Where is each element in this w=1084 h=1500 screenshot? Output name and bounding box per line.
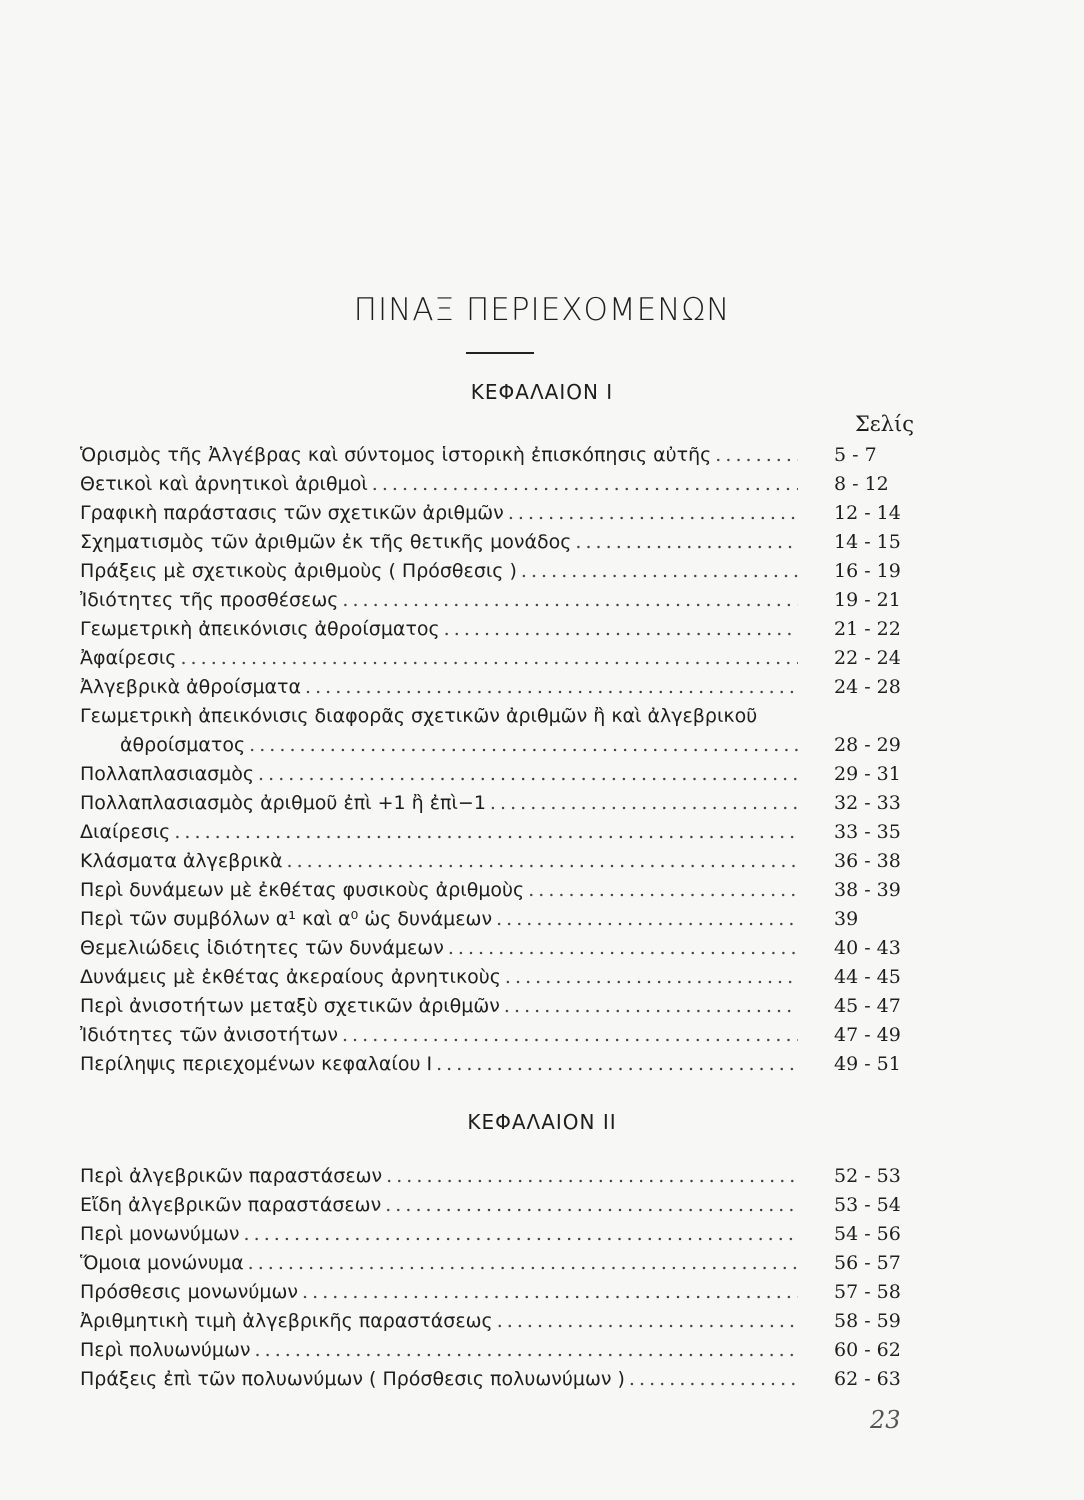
chapter-1-entries bbox=[80, 441, 914, 1079]
toc-entry bbox=[80, 1050, 914, 1079]
toc-entry bbox=[80, 905, 914, 934]
toc-entry bbox=[80, 1336, 914, 1365]
dot-leader bbox=[436, 1050, 798, 1079]
toc-entry-title: Ἀριθμητικὴ τιμὴ ἀλγεβρικῆς παραστάσεως bbox=[80, 1310, 493, 1332]
toc-entry bbox=[80, 1278, 914, 1307]
dot-leader bbox=[249, 731, 798, 760]
dot-leader bbox=[255, 1336, 798, 1365]
toc-entry-pages: 44 - 45 bbox=[834, 966, 901, 988]
toc-entry bbox=[80, 528, 914, 557]
toc-entry-pages: 60 - 62 bbox=[834, 1339, 901, 1361]
toc-entry-title: ἀθροίσματος bbox=[120, 734, 246, 756]
toc-entry bbox=[80, 963, 914, 992]
dot-leader bbox=[258, 760, 798, 789]
toc-entry-pages: 21 - 22 bbox=[834, 618, 901, 640]
dot-leader bbox=[575, 528, 798, 557]
toc-entry bbox=[80, 731, 914, 760]
page-title: ΠΙΝΑΞ ΠΕΡΙΕΧΟΜΕΝΩΝ bbox=[353, 292, 731, 328]
dot-leader bbox=[496, 905, 798, 934]
toc-entry bbox=[80, 1307, 914, 1336]
dot-leader bbox=[629, 1365, 798, 1394]
toc-entry-title: Ὁρισμὸς τῆς Ἀλγέβρας καὶ σύντομος ἱστορικὴ ἐπισκόπησις αὐτῆς bbox=[80, 444, 712, 466]
toc-entry-pages: 57 - 58 bbox=[834, 1281, 901, 1303]
toc-entry bbox=[80, 1220, 914, 1249]
dot-leader bbox=[342, 1021, 798, 1050]
toc-entry bbox=[80, 644, 914, 673]
dot-leader bbox=[342, 586, 798, 615]
toc-entry-pages: 58 - 59 bbox=[834, 1310, 901, 1332]
toc-entry-pages: 8 - 12 bbox=[834, 473, 889, 495]
toc-entry-pages: 16 - 19 bbox=[834, 560, 901, 582]
toc-entry-pages: 40 - 43 bbox=[834, 937, 901, 959]
dot-leader bbox=[180, 644, 798, 673]
chapter-1-heading: ΚΕΦΑΛΑΙΟΝ Ι bbox=[470, 380, 614, 404]
dot-leader bbox=[715, 441, 798, 470]
toc-entry-title: Περὶ ἀνισοτήτων μεταξὺ σχετικῶν ἀριθμῶν bbox=[80, 995, 500, 1017]
toc-entry-pages: 36 - 38 bbox=[834, 850, 901, 872]
toc-entry-pages: 62 - 63 bbox=[834, 1368, 901, 1390]
toc-entry bbox=[80, 673, 914, 702]
dot-leader bbox=[504, 992, 798, 1021]
toc-entry bbox=[80, 847, 914, 876]
pages-column-header: Σελίς bbox=[854, 412, 914, 436]
toc-entry-pages: 38 - 39 bbox=[834, 879, 901, 901]
chapter-2-entries bbox=[80, 1162, 914, 1394]
toc-entry bbox=[80, 702, 914, 731]
toc-entry-title: Ἰδιότητες τῶν ἀνισοτήτων bbox=[80, 1024, 338, 1046]
toc-entry-title: Περίληψις περιεχομένων κεφαλαίου Ι bbox=[80, 1053, 433, 1075]
toc-entry-title: Περὶ πολυωνύμων bbox=[80, 1339, 251, 1361]
toc-entry-title: Περὶ μονωνύμων bbox=[80, 1223, 240, 1245]
toc-entry-title: Πράξεις ἐπὶ τῶν πολυωνύμων ( Πρόσθεσις πολυωνύμων ) bbox=[80, 1368, 625, 1390]
dot-leader bbox=[244, 1220, 798, 1249]
toc-entry bbox=[80, 1249, 914, 1278]
toc-entry-title: Ὅμοια μονώνυμα bbox=[80, 1252, 244, 1274]
toc-entry-title: Εἴδη ἀλγεβρικῶν παραστάσεων bbox=[80, 1194, 382, 1216]
toc-entry-title: Ἰδιότητες τῆς προσθέσεως bbox=[80, 589, 339, 611]
toc-entry-title: Γεωμετρικὴ ἀπεικόνισις ἀθροίσματος bbox=[80, 618, 440, 640]
toc-entry-pages: 56 - 57 bbox=[834, 1252, 901, 1274]
toc-entry-pages: 33 - 35 bbox=[834, 821, 901, 843]
page-number: 23 bbox=[870, 1406, 901, 1434]
dot-leader bbox=[497, 1307, 798, 1336]
dot-leader bbox=[528, 876, 798, 905]
toc-entry bbox=[80, 615, 914, 644]
toc-entry-title: Γραφικὴ παράστασις τῶν σχετικῶν ἀριθμῶν bbox=[80, 502, 504, 524]
toc-entry bbox=[80, 1021, 914, 1050]
toc-entry-pages: 52 - 53 bbox=[834, 1165, 901, 1187]
toc-entry-title: Θετικοὶ καὶ ἀρνητικοὶ ἀριθμοὶ bbox=[80, 473, 368, 495]
toc-entry-pages: 32 - 33 bbox=[834, 792, 901, 814]
toc-entry bbox=[80, 1162, 914, 1191]
toc-entry-title: Σχηματισμὸς τῶν ἀριθμῶν ἐκ τῆς θετικῆς μονάδος bbox=[80, 531, 572, 553]
dot-leader bbox=[287, 847, 798, 876]
toc-entry-title: Κλάσματα ἀλγεβρικὰ bbox=[80, 850, 283, 872]
toc-entry bbox=[80, 586, 914, 615]
toc-entry-title: Περὶ δυνάμεων μὲ ἐκθέτας φυσικοὺς ἀριθμοὺς bbox=[80, 879, 525, 901]
toc-entry-pages: 12 - 14 bbox=[834, 502, 901, 524]
toc-entry-pages: 39 bbox=[834, 908, 859, 930]
dot-leader bbox=[521, 557, 798, 586]
toc-entry bbox=[80, 789, 914, 818]
toc-entry bbox=[80, 992, 914, 1021]
toc-entry-pages: 47 - 49 bbox=[834, 1024, 901, 1046]
toc-entry-pages: 19 - 21 bbox=[834, 589, 901, 611]
dot-leader bbox=[248, 1249, 798, 1278]
dot-leader bbox=[508, 499, 798, 528]
toc-entry-pages: 22 - 24 bbox=[834, 647, 901, 669]
toc-entry bbox=[80, 441, 914, 470]
toc-entry bbox=[80, 557, 914, 586]
toc-entry bbox=[80, 760, 914, 789]
toc-entry-pages: 45 - 47 bbox=[834, 995, 901, 1017]
toc-entry-title: Διαίρεσις bbox=[80, 821, 171, 843]
toc-entry-pages: 24 - 28 bbox=[834, 676, 901, 698]
toc-entry-title: Περὶ ἀλγεβρικῶν παραστάσεων bbox=[80, 1165, 383, 1187]
toc-entry-pages: 14 - 15 bbox=[834, 531, 901, 553]
toc-entry bbox=[80, 818, 914, 847]
toc-entry-title: Θεμελιώδεις ἰδιότητες τῶν δυνάμεων bbox=[80, 937, 444, 959]
chapter-2-heading: ΚΕΦΑΛΑΙΟΝ ΙΙ bbox=[467, 1110, 617, 1134]
toc-entry bbox=[80, 876, 914, 905]
toc-entry bbox=[80, 499, 914, 528]
toc-entry bbox=[80, 1365, 914, 1394]
dot-leader bbox=[174, 818, 798, 847]
toc-entry-pages: 54 - 56 bbox=[834, 1223, 901, 1245]
toc-entry bbox=[80, 470, 914, 499]
toc-entry-pages: 5 - 7 bbox=[834, 444, 877, 466]
toc-entry-title: Ἀφαίρεσις bbox=[80, 647, 177, 669]
toc-entry-title: Δυνάμεις μὲ ἐκθέτας ἀκεραίους ἀρνητικοὺς bbox=[80, 966, 501, 988]
dot-leader bbox=[372, 470, 798, 499]
dot-leader bbox=[385, 1191, 798, 1220]
dot-leader bbox=[305, 673, 798, 702]
toc-entry bbox=[80, 1191, 914, 1220]
toc-entry-title: Γεωμετρικὴ ἀπεικόνισις διαφορᾶς σχετικῶν ἀριθμῶν ἢ καὶ ἀλγεβρικοῦ bbox=[80, 705, 758, 727]
toc-entry-title: Πρόσθεσις μονωνύμων bbox=[80, 1281, 299, 1303]
toc-entry-title: Πράξεις μὲ σχετικοὺς ἀριθμοὺς ( Πρόσθεσις ) bbox=[80, 560, 517, 582]
dot-leader bbox=[386, 1162, 798, 1191]
toc-entry-title: Πολλαπλασιασμὸς ἀριθμοῦ ἐπὶ +1 ἢ ἐπὶ−1 bbox=[80, 792, 486, 814]
dot-leader bbox=[505, 963, 798, 992]
toc-entry-pages: 49 - 51 bbox=[834, 1053, 901, 1075]
toc-entry-title: Περὶ τῶν συμβόλων α¹ καὶ α⁰ ὡς δυνάμεων bbox=[80, 908, 493, 930]
toc-entry-pages: 29 - 31 bbox=[834, 763, 901, 785]
dot-leader bbox=[448, 934, 798, 963]
toc-entry-pages: 53 - 54 bbox=[834, 1194, 901, 1216]
toc-entry bbox=[80, 934, 914, 963]
dot-leader bbox=[444, 615, 798, 644]
toc-entry-pages: 28 - 29 bbox=[834, 734, 901, 756]
toc-entry-title: Πολλαπλασιασμὸς bbox=[80, 763, 255, 785]
title-divider bbox=[466, 352, 534, 354]
dot-leader bbox=[490, 789, 798, 818]
dot-leader bbox=[302, 1278, 798, 1307]
toc-entry-title: Ἀλγεβρικὰ ἀθροίσματα bbox=[80, 676, 302, 698]
